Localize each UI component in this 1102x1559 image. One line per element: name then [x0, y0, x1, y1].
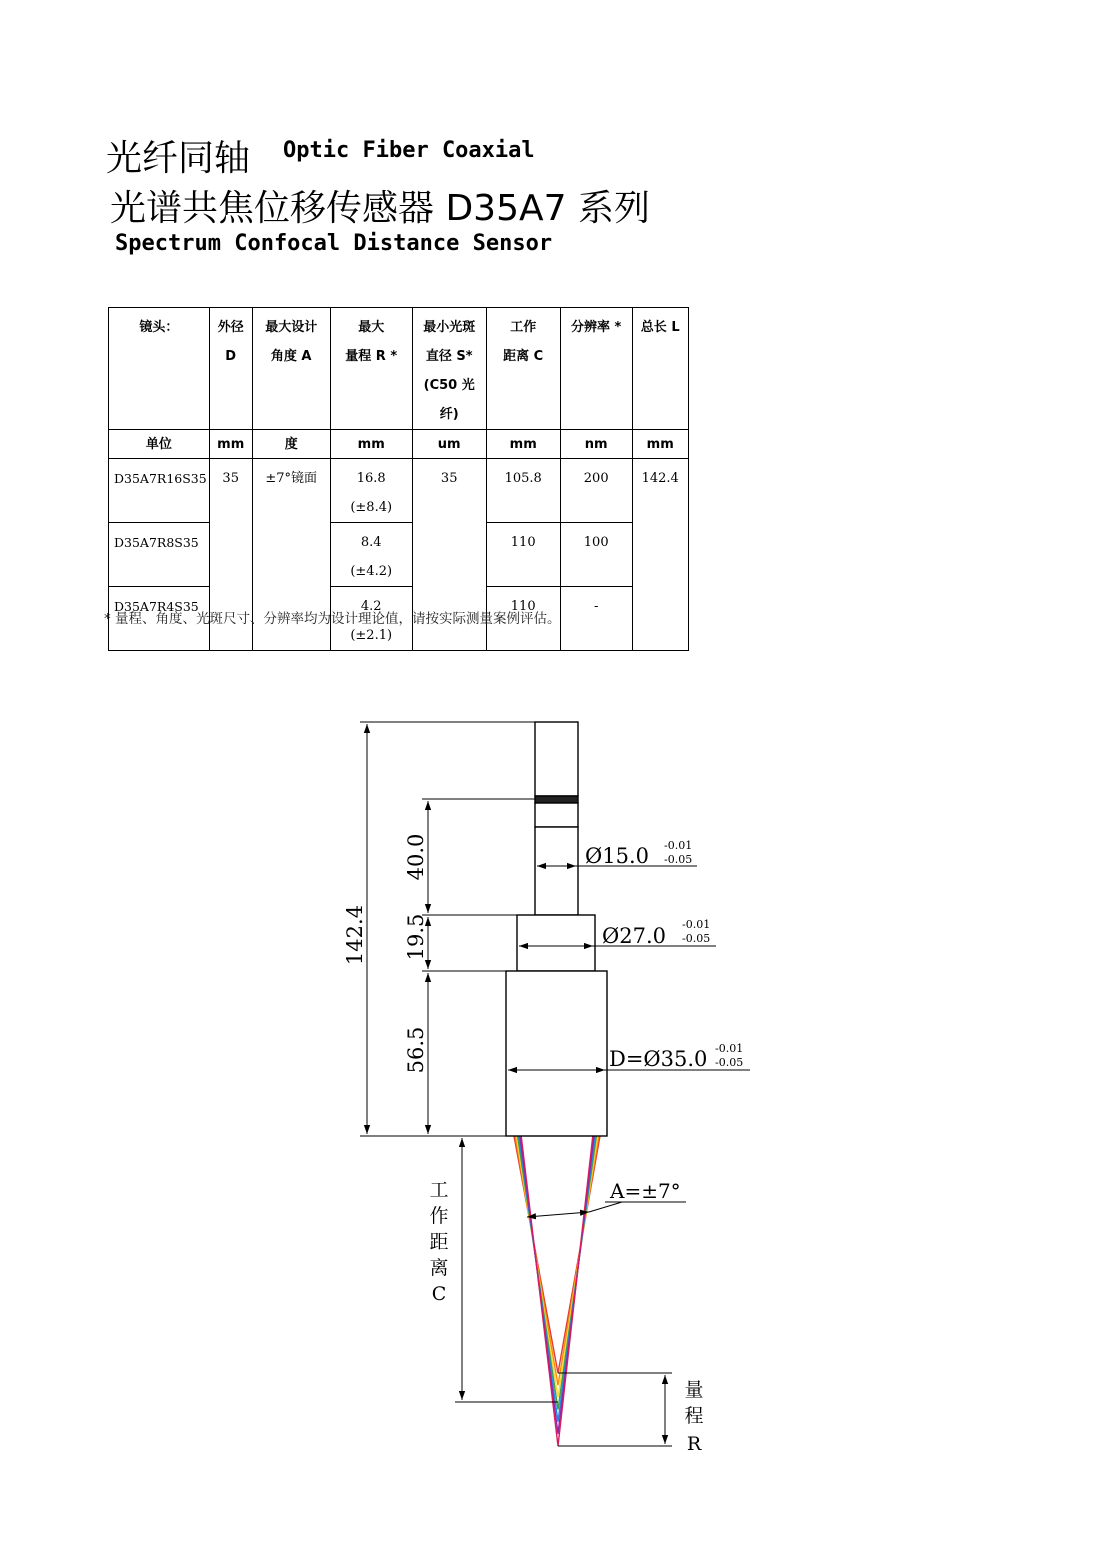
cell-od: 35	[209, 459, 252, 651]
cell-wd: 105.8	[486, 459, 560, 523]
svg-text:C: C	[431, 1283, 447, 1305]
header-wd: 工作 距离 C	[486, 308, 560, 430]
cell-model: D35A7R4S35	[109, 587, 210, 651]
cell-spot: 35	[412, 459, 486, 651]
beam-ray	[521, 1136, 558, 1446]
dim-line-angle	[527, 1212, 589, 1217]
dim-text-dia35: D=Ø35.0	[609, 1047, 708, 1071]
unit-od: mm	[209, 430, 252, 459]
svg-text:离: 离	[429, 1257, 449, 1279]
cell-range: 8.4 (±4.2)	[330, 523, 412, 587]
cell-wd: 110	[486, 523, 560, 587]
cell-model: D35A7R8S35	[109, 523, 210, 587]
header-res: 分辨率 *	[560, 308, 632, 430]
svg-text:工: 工	[429, 1179, 449, 1201]
cell-range: 16.8 (±8.4)	[330, 459, 412, 523]
title-cn-line1: 光纤同轴	[106, 138, 251, 179]
title-en-line2: Spectrum Confocal Distance Sensor	[115, 231, 553, 256]
cell-model: D35A7R16S35	[109, 459, 210, 523]
tol-upper-dia35: -0.01	[715, 1042, 744, 1055]
header-angle: 最大设计 角度 A	[252, 308, 330, 430]
wd-label	[429, 1179, 448, 1305]
svg-text:R: R	[686, 1433, 702, 1455]
dim-text-40: 40.0	[404, 833, 428, 881]
header-len: 总长 L	[632, 308, 688, 430]
body-neck	[535, 803, 578, 827]
body-band	[535, 796, 578, 803]
footnote: * 量程、角度、光斑尺寸、分辨率均为设计理论值，请按实际测量案例评估。	[104, 611, 561, 627]
svg-text:量: 量	[684, 1379, 704, 1401]
body-segment-35	[506, 971, 607, 1136]
tol-upper-dia27: -0.01	[682, 918, 711, 931]
cell-wd: 110	[486, 587, 560, 651]
header-lens: 镜头：	[109, 308, 210, 430]
unit-res: nm	[560, 430, 632, 459]
svg-text:程: 程	[684, 1405, 704, 1427]
header-range: 最大 量程 R *	[330, 308, 412, 430]
cell-res: -	[560, 587, 632, 651]
angle-label: A=±7°	[610, 1179, 681, 1203]
tol-lower-dia15: -0.05	[664, 853, 693, 866]
tol-lower-dia27: -0.05	[682, 932, 711, 945]
tol-lower-dia35: -0.05	[715, 1056, 744, 1069]
beam-ray	[558, 1136, 593, 1446]
unit-label: 单位	[109, 430, 210, 459]
title-cn-line2: 光谱共焦位移传感器 D35A7 系列	[110, 188, 650, 229]
dim-text-dia27: Ø27.0	[602, 924, 666, 948]
cell-range: 4.2 (±2.1)	[330, 587, 412, 651]
dim-text-dia15: Ø15.0	[585, 844, 649, 868]
unit-angle: 度	[252, 430, 330, 459]
dim-text-56: 56.5	[404, 1026, 428, 1074]
cell-len: 142.4	[632, 459, 688, 651]
dim-text-19: 19.5	[404, 913, 428, 961]
unit-spot: um	[412, 430, 486, 459]
cell-angle: ±7°镜面	[252, 459, 330, 651]
unit-range: mm	[330, 430, 412, 459]
header-od: 外径 D	[209, 308, 252, 430]
body-segment-15	[535, 827, 578, 915]
range-label	[684, 1379, 703, 1455]
body-cap	[535, 722, 578, 796]
title-en-line1: Optic Fiber Coaxial	[283, 138, 535, 163]
light-beams	[514, 1136, 600, 1446]
cell-res: 100	[560, 523, 632, 587]
header-spot: 最小光斑 直径 S* (C50 光纤)	[412, 308, 486, 430]
unit-wd: mm	[486, 430, 560, 459]
body-segment-27	[517, 915, 595, 971]
dim-text-total: 142.4	[343, 904, 367, 966]
cell-res: 200	[560, 459, 632, 523]
sensor-body	[506, 722, 607, 1136]
svg-text:距: 距	[429, 1231, 449, 1253]
tol-upper-dia15: -0.01	[664, 839, 693, 852]
svg-text:作: 作	[429, 1205, 449, 1227]
unit-len: mm	[632, 430, 688, 459]
